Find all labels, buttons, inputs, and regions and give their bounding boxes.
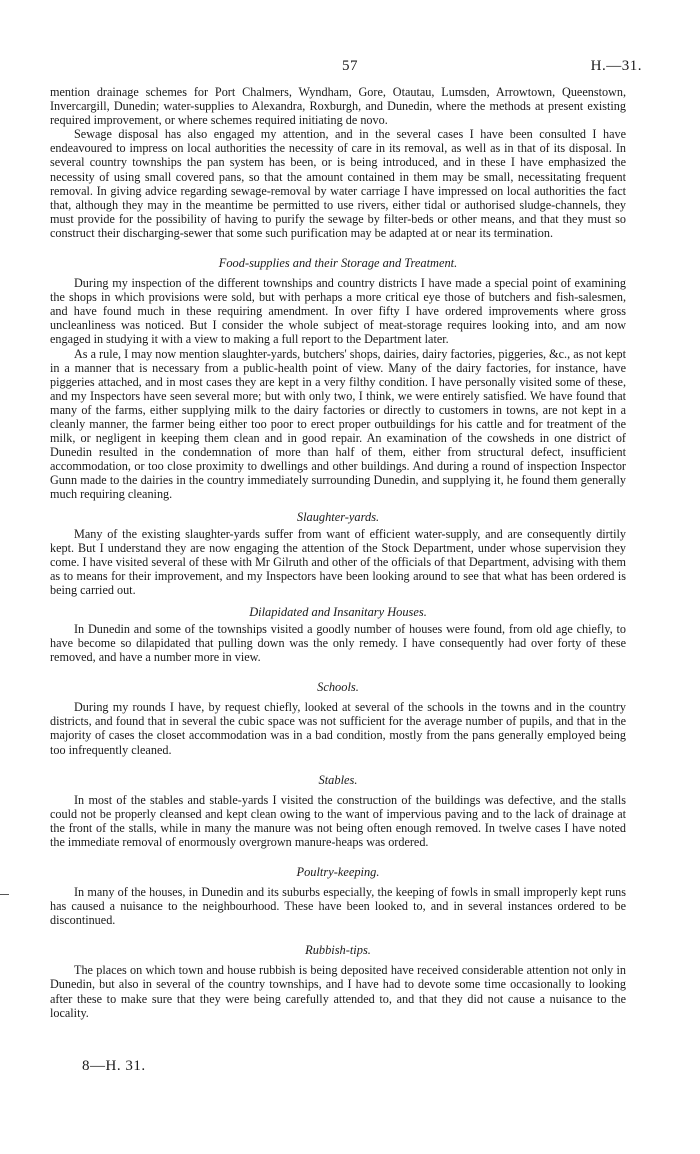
- document-body: [50, 85, 626, 1020]
- section-heading-insanitary-houses: Dilapidated and Insanitary Houses.: [249, 605, 427, 619]
- page-number: 57: [342, 58, 358, 74]
- signature-mark: 8—H. 31.: [82, 1058, 146, 1074]
- section-heading-schools: Schools.: [317, 680, 359, 695]
- paragraph-stables: In most of the stables and stable-yards I visited the construction of the buildings was defective, and the stalls could not be properly cleansed and kept clean owing to the want of impervious paving and to the lack of drainage at the front of the stalls, while in many the manure was not being often enough removed. In twelve cases I have noted the immediate removal of enormously overgrown manure-heaps was ordered.: [50, 792, 626, 849]
- paragraph-rubbish-tips: The places on which town and house rubbish is being deposited have received considerable attention not only in Dunedin, but also in several of the country townships, and I have had to devote some time occasionally to looking after these to make sure that they were being carefully attended to, and that they did not cause a nuisance to the locality.: [50, 963, 626, 1020]
- section-heading-food-supplies: Food-supplies and their Storage and Treatment.: [218, 256, 458, 271]
- section-heading-slaughter-yards: Slaughter-yards.: [296, 509, 380, 524]
- paragraph-dairies: As a rule, I may now mention slaughter-yards, butchers' shops, dairies, dairy factories, piggeries, &c., as not kept in a manner that is necessary from a public-health point of view. Many of the dairy factories, for instance, have piggeries attached, and in most cases they are kept in a very filthy condition. I have personally visited some of these, and my Inspectors have seen several more; but with only two, I think, we were entirely satisfied. We have found that many of the farms, either supplying milk to the dairy factories or directly to customers in towns, are not kept in a cleanly manner, the farmer being either too poor to erect proper outbuildings for his cattle and for treatment of the milk, or negligent in keeping them clean and in good repair. An examination of the cowsheds in one district of Dunedin resulted in the condemnation of more than half of them, either from structural defect, insufficient accommodation, or too close proximity to dwellings and other buildings. And during a round of inspection Inspector Gunn made to the dairies in the country immediately surrounding Dunedin, and supplying it, he found them generally much requiring cleaning.: [50, 346, 626, 502]
- paragraph-poultry-keeping: In many of the houses, in Dunedin and its suburbs especially, the keeping of fowls in small improperly kept runs has caused a nuisance to the neighbourhood. These have been looked to, and in several instances ordered to be discontinued.: [50, 885, 626, 928]
- section-heading-stables: Stables.: [318, 772, 358, 787]
- paragraph-food-inspection: During my inspection of the different townships and country districts I have made a special point of examining the shops in which provisions were sold, but with perhaps a more critical eye those of butchers and fish-salesmen, and have found much in these requiring amendment. In over fifty I have ordered improvements where gross uncleanliness was noticed. But I consider the whole subject of meat-storage requires looking into, and am now engaged in studying it with a view to making a full report to the Department later.: [50, 276, 626, 347]
- paragraph-sewage-disposal: Sewage disposal has also engaged my attention, and in the several cases I have been consulted I have endeavoured to impress on local authorities the necessity of care in its removal, as well as in that of its disposal. In several country townships the pan system has been, or is being introduced, and in these I have emphasized the necessity of using small covered pans, so that the amount contained in them may be small, necessitating frequent removal. In giving advice regarding sewage-removal by water carriage I have impressed on local authorities the fact that, although they may in the meantime be permitted to use rivers, either tidal or authorised sludge-channels, they must provide for the possibility of having to purify the sewage by filter-beds or other means, and that they must so construct their discharging-sewer that some such purification may be adapted at or near its termination.: [50, 127, 626, 240]
- margin-mark: [0, 894, 9, 895]
- section-heading-poultry-keeping: Poultry-keeping.: [296, 865, 380, 880]
- document-reference: H.—31.: [590, 58, 642, 74]
- section-heading-rubbish-tips: Rubbish-tips.: [305, 943, 371, 958]
- paragraph-slaughter-yards: Many of the existing slaughter-yards suffer from want of efficient water-supply, and are consequently dirtily kept. But I understand they are now engaging the attention of the Stock Department, under whose supervision they come. I have visited several of these with Mr Gilruth and other of the officials of that Department, advising with them as to means for their improvement, and my Inspectors have been looking around to see that what has been ordered is being carried out.: [50, 526, 626, 597]
- paragraph-insanitary-houses: In Dunedin and some of the townships visited a goodly number of houses were found, from old age chiefly, to have become so dilapidated that pulling down was the only remedy. I have consequently had over forty of these removed, and have a number more in view.: [50, 622, 626, 665]
- paragraph-drainage-schemes: mention drainage schemes for Port Chalmers, Wyndham, Gore, Otautau, Lumsden, Arrowtown, Queenstown, Invercargill, Dunedin; water-supplies to Alexandra, Roxburgh, and Dunedin, where the methods at present existing required improvement, or where schemes required initiating de novo.: [50, 85, 626, 128]
- paragraph-schools: During my rounds I have, by request chiefly, looked at several of the schools in the towns and in the country districts, and found that in several the cubic space was not sufficient for the average number of pupils, and that in the majority of cases the closet accommodation was in a bad condition, mostly from the pans generally employed being too infrequently cleaned.: [50, 700, 626, 757]
